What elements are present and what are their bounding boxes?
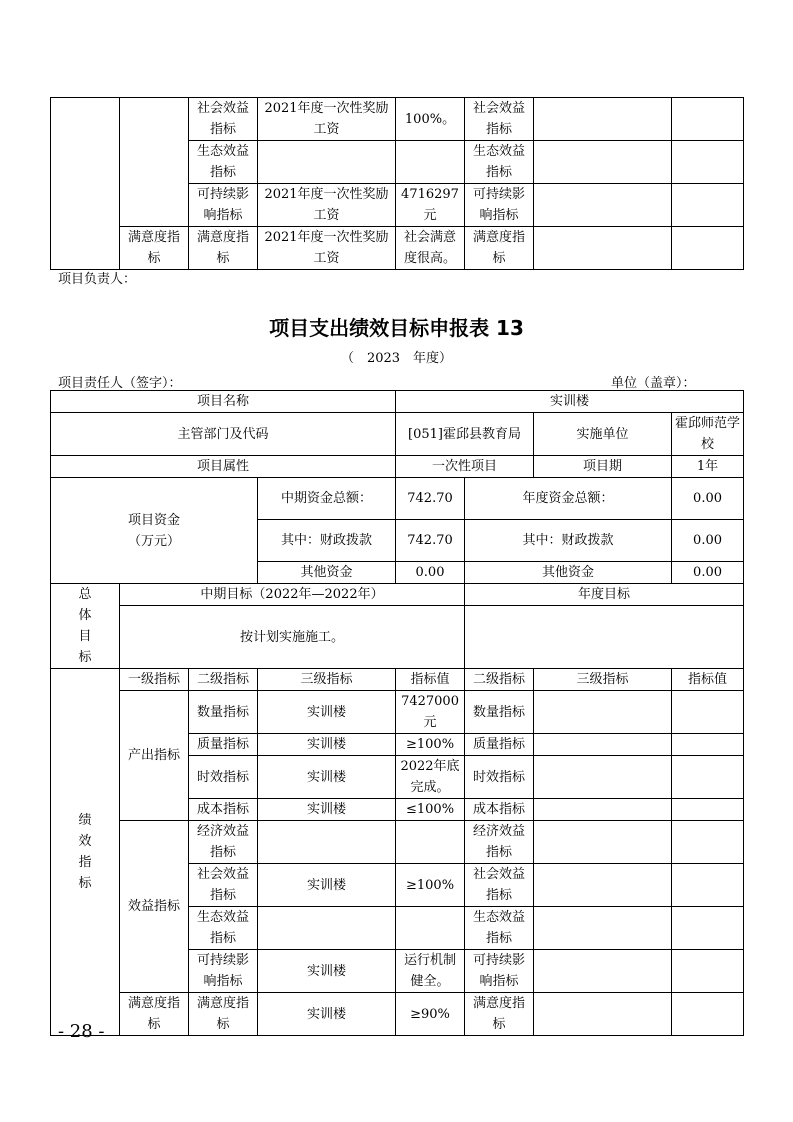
page-number: - 28 - bbox=[58, 1021, 105, 1042]
level2-cell: 经济效益指标 bbox=[189, 821, 258, 864]
attr-label: 项目属性 bbox=[51, 456, 396, 478]
perf-indicator-label bbox=[51, 669, 120, 1036]
satisfaction-indicator-label: 满意度指标 bbox=[120, 993, 189, 1036]
level2-cell: 时效指标 bbox=[189, 756, 258, 799]
header-level3: 三级指标 bbox=[258, 669, 396, 691]
level3b-cell bbox=[534, 691, 672, 734]
form-title: 项目支出绩效目标申报表 13 bbox=[269, 316, 524, 340]
level2b-cell: 社会效益指标 bbox=[465, 98, 534, 141]
level2b-cell: 满意度指标 bbox=[465, 993, 534, 1036]
level3-cell bbox=[258, 141, 396, 184]
mid-fiscal-label: 其中：财政拨款 bbox=[258, 520, 396, 562]
header-value: 指标值 bbox=[396, 669, 465, 691]
level3b-cell bbox=[534, 993, 672, 1036]
header-level2b: 二级指标 bbox=[465, 669, 534, 691]
header-level1: 一级指标 bbox=[120, 669, 189, 691]
mid-other-label: 其他资金 bbox=[258, 562, 396, 584]
mid-goal-text: 按计划实施施工。 bbox=[120, 606, 465, 669]
level3-cell: 2021年度一次性奖励工资 bbox=[258, 227, 396, 270]
level1-cell-top bbox=[120, 98, 189, 227]
level3b-cell bbox=[534, 756, 672, 799]
dept-label: 主管部门及代码 bbox=[51, 413, 396, 456]
level3-cell: 实训楼 bbox=[258, 864, 396, 907]
impl-value: 霍邱师范学校 bbox=[672, 413, 744, 456]
goal-char: 总 bbox=[78, 587, 92, 602]
level2b-cell: 生态效益指标 bbox=[465, 907, 534, 950]
value-cell: ≤100% bbox=[396, 799, 465, 821]
level2b-cell: 经济效益指标 bbox=[465, 821, 534, 864]
valueb-cell bbox=[672, 141, 744, 184]
level3-cell bbox=[258, 907, 396, 950]
value-cell bbox=[396, 821, 465, 864]
responsible-label: 项目责任人（签字）： bbox=[58, 376, 182, 391]
level2-cell: 社会效益指标 bbox=[189, 864, 258, 907]
level3b-cell bbox=[534, 821, 672, 864]
valueb-cell bbox=[672, 907, 744, 950]
year-fiscal-label: 其中：财政拨款 bbox=[465, 520, 672, 562]
level3b-cell bbox=[534, 98, 672, 141]
goal-char: 标 bbox=[78, 650, 92, 665]
level2b-cell: 可持续影响指标 bbox=[465, 184, 534, 227]
level1-cell: 满意度指标 bbox=[120, 227, 189, 270]
value-cell: ≥90% bbox=[396, 993, 465, 1036]
funds-label: 项目资金 bbox=[127, 512, 180, 528]
mid-fiscal-value: 742.70 bbox=[396, 520, 465, 562]
period-value: 1年 bbox=[672, 456, 744, 478]
valueb-cell bbox=[672, 691, 744, 734]
level2-cell: 成本指标 bbox=[189, 799, 258, 821]
goal-char: 目 bbox=[78, 629, 92, 644]
year-total-value: 0.00 bbox=[672, 478, 744, 520]
level2b-cell: 可持续影响指标 bbox=[465, 950, 534, 993]
value-cell: 7427000元 bbox=[396, 691, 465, 734]
valueb-cell bbox=[672, 184, 744, 227]
level2b-cell: 成本指标 bbox=[465, 799, 534, 821]
valueb-cell bbox=[672, 98, 744, 141]
overall-goal-label bbox=[51, 584, 120, 669]
level2-cell: 质量指标 bbox=[189, 734, 258, 756]
attr-value: 一次性项目 bbox=[396, 456, 534, 478]
mid-total-label: 中期资金总额： bbox=[258, 478, 396, 520]
level2b-cell: 时效指标 bbox=[465, 756, 534, 799]
project-leader-label: 项目负责人： bbox=[58, 272, 137, 287]
header-valueb: 指标值 bbox=[672, 669, 744, 691]
level2-cell: 可持续影响指标 bbox=[189, 184, 258, 227]
level3-cell: 实训楼 bbox=[258, 756, 396, 799]
goal-char: 体 bbox=[78, 608, 92, 623]
valueb-cell bbox=[672, 799, 744, 821]
level2-cell: 满意度指标 bbox=[189, 227, 258, 270]
level3b-cell bbox=[534, 950, 672, 993]
valueb-cell bbox=[672, 993, 744, 1036]
value-cell: 社会满意度很高。 bbox=[396, 227, 465, 270]
value-cell: 2022年底完成。 bbox=[396, 756, 465, 799]
level3-cell: 实训楼 bbox=[258, 734, 396, 756]
level2b-cell: 社会效益指标 bbox=[465, 864, 534, 907]
year-other-label: 其他资金 bbox=[465, 562, 672, 584]
level3-cell: 实训楼 bbox=[258, 691, 396, 734]
value-cell bbox=[396, 907, 465, 950]
valueb-cell bbox=[672, 227, 744, 270]
valueb-cell bbox=[672, 734, 744, 756]
level3b-cell bbox=[534, 184, 672, 227]
level3b-cell bbox=[534, 907, 672, 950]
level3b-cell bbox=[534, 734, 672, 756]
level3-cell: 2021年度一次性奖励工资 bbox=[258, 98, 396, 141]
level2b-cell: 满意度指标 bbox=[465, 227, 534, 270]
header-level2: 二级指标 bbox=[189, 669, 258, 691]
year-total-label: 年度资金总额： bbox=[465, 478, 672, 520]
perf-char: 指 bbox=[78, 855, 92, 870]
value-cell bbox=[396, 141, 465, 184]
valueb-cell bbox=[672, 756, 744, 799]
value-cell: 4716297元 bbox=[396, 184, 465, 227]
valueb-cell bbox=[672, 821, 744, 864]
mid-goal-header: 中期目标（2022年—2022年） bbox=[120, 584, 465, 606]
value-cell: 100%。 bbox=[396, 98, 465, 141]
level2b-cell: 数量指标 bbox=[465, 691, 534, 734]
level3-cell: 2021年度一次性奖励工资 bbox=[258, 184, 396, 227]
valueb-cell bbox=[672, 864, 744, 907]
valueb-cell bbox=[672, 950, 744, 993]
perf-char: 绩 bbox=[78, 813, 92, 828]
benefit-indicator-label: 效益指标 bbox=[120, 821, 189, 993]
impl-label: 实施单位 bbox=[534, 413, 672, 456]
level3b-cell bbox=[534, 227, 672, 270]
level3-cell: 实训楼 bbox=[258, 799, 396, 821]
perf-char: 效 bbox=[78, 834, 92, 849]
value-cell: ≥100% bbox=[396, 734, 465, 756]
level2b-cell: 生态效益指标 bbox=[465, 141, 534, 184]
year-goal-header: 年度目标 bbox=[465, 584, 744, 606]
year-goal-text bbox=[465, 606, 744, 669]
level2-cell: 社会效益指标 bbox=[189, 98, 258, 141]
funds-unit: （万元） bbox=[127, 533, 180, 549]
project-name-value: 实训楼 bbox=[396, 391, 744, 413]
dept-value: [051]霍邱县教育局 bbox=[396, 413, 534, 456]
output-indicator-label: 产出指标 bbox=[120, 691, 189, 821]
value-cell: 运行机制健全。 bbox=[396, 950, 465, 993]
performance-target-table bbox=[50, 390, 744, 1036]
level2-cell: 可持续影响指标 bbox=[189, 950, 258, 993]
level2-cell: 数量指标 bbox=[189, 691, 258, 734]
mid-total-value: 742.70 bbox=[396, 478, 465, 520]
level2-cell: 生态效益指标 bbox=[189, 907, 258, 950]
funds-label-cell bbox=[51, 478, 258, 584]
level3b-cell bbox=[534, 864, 672, 907]
level3-cell: 实训楼 bbox=[258, 993, 396, 1036]
mid-other-value: 0.00 bbox=[396, 562, 465, 584]
level2-cell: 满意度指标 bbox=[189, 993, 258, 1036]
continued-indicator-table bbox=[50, 97, 744, 270]
year-fiscal-value: 0.00 bbox=[672, 520, 744, 562]
level2b-cell: 质量指标 bbox=[465, 734, 534, 756]
year-other-value: 0.00 bbox=[672, 562, 744, 584]
level3b-cell bbox=[534, 141, 672, 184]
level3-cell: 实训楼 bbox=[258, 950, 396, 993]
year-line: （ 2023 年度） bbox=[340, 351, 453, 366]
perf-label-cell-top bbox=[51, 98, 120, 270]
project-name-label: 项目名称 bbox=[51, 391, 396, 413]
period-label: 项目期 bbox=[534, 456, 672, 478]
level2-cell: 生态效益指标 bbox=[189, 141, 258, 184]
header-level3b: 三级指标 bbox=[534, 669, 672, 691]
perf-char: 标 bbox=[78, 876, 92, 891]
level3-cell bbox=[258, 821, 396, 864]
value-cell: ≥100% bbox=[396, 864, 465, 907]
unit-label: 单位（盖章）： bbox=[611, 376, 696, 391]
level3b-cell bbox=[534, 799, 672, 821]
